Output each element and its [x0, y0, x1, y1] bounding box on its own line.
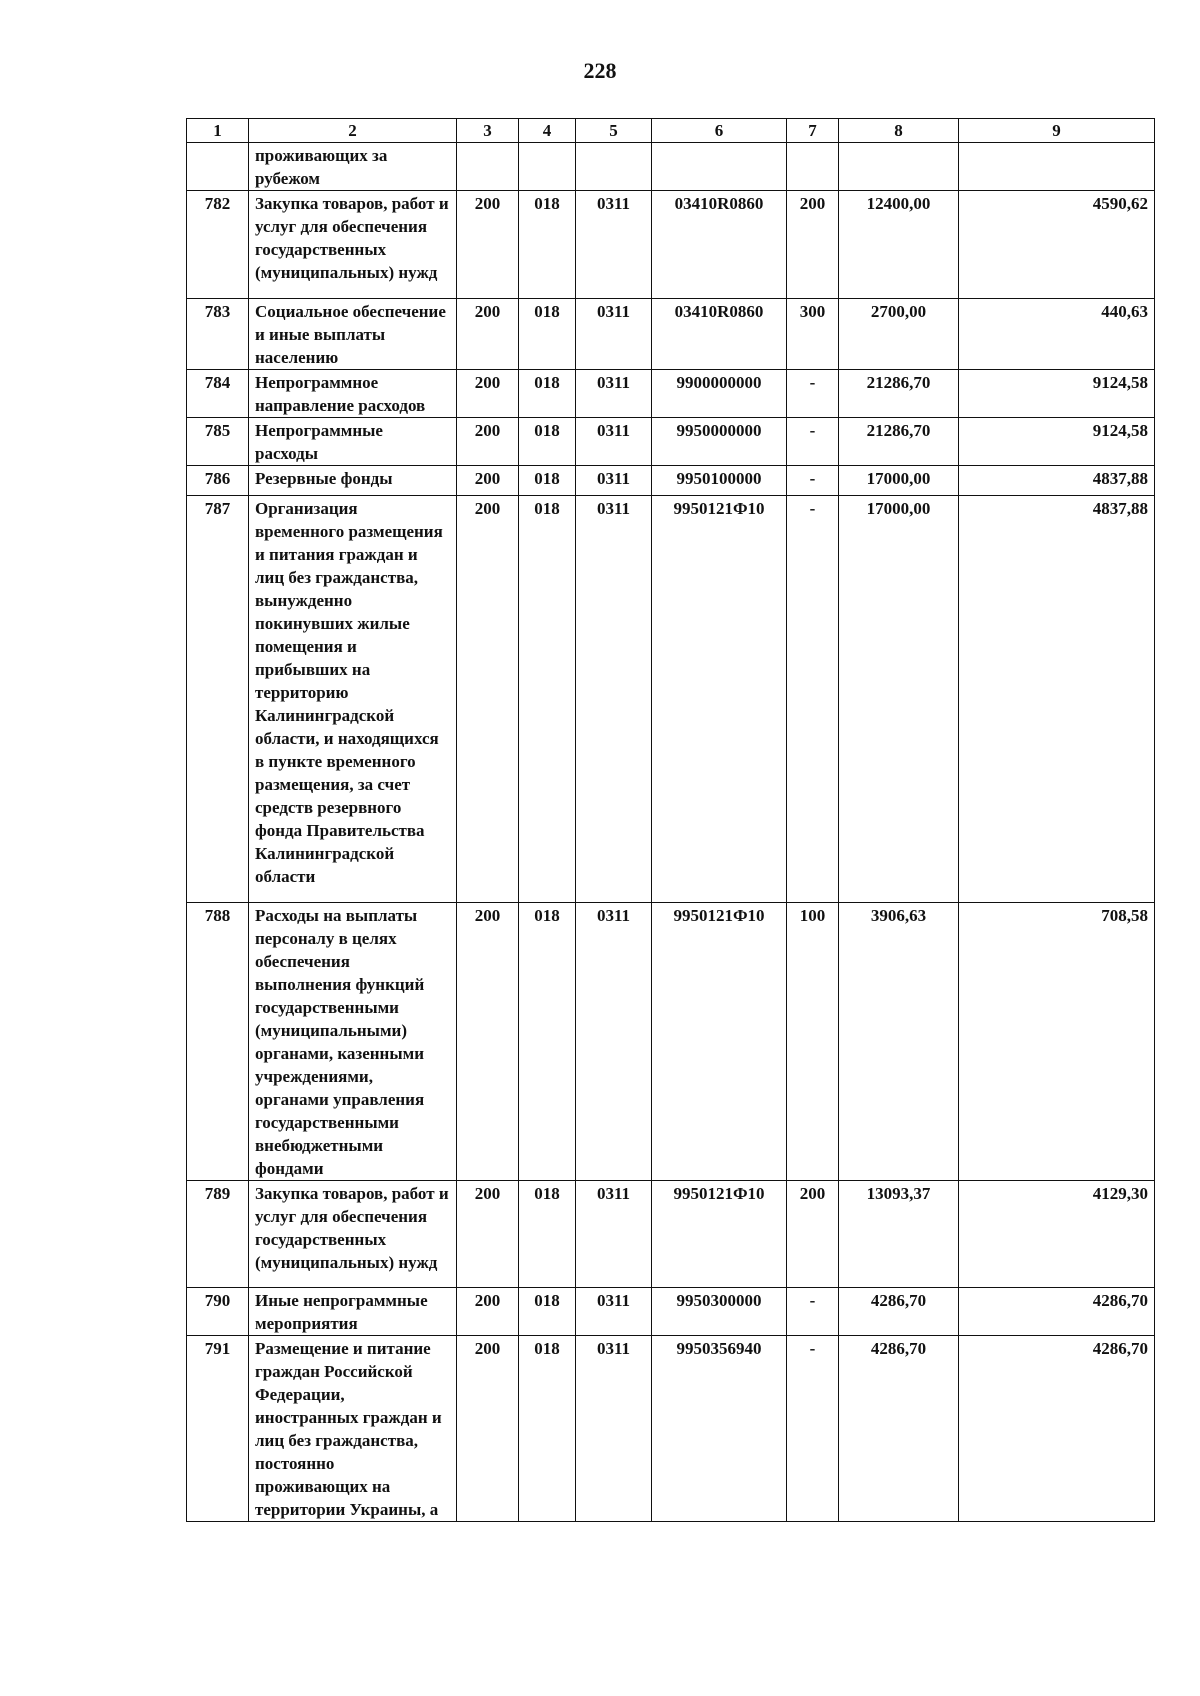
- table-cell-col-2: Социальное обеспечение и иные выплаты населению: [249, 299, 457, 370]
- table-cell-col-4: 018: [519, 191, 576, 299]
- table-cell-col-1: 783: [187, 299, 249, 370]
- table-row: [187, 1336, 1155, 1522]
- table-cell-col-2: Непрограммные расходы: [249, 418, 457, 466]
- table-cell-col-7: 100: [787, 903, 839, 1181]
- table-cell-col-2: Закупка товаров, работ и услуг для обеспечения государственных (муниципальных) нужд: [249, 191, 457, 299]
- table-cell-col-9: 440,63: [959, 299, 1155, 370]
- table-cell-col-8: [839, 143, 959, 191]
- table-cell-col-6: 9950121Ф10: [652, 903, 787, 1181]
- table-row: [187, 1181, 1155, 1288]
- table-cell-col-4: 018: [519, 1181, 576, 1288]
- table-cell-col-3: 200: [457, 370, 519, 418]
- table-cell-col-8: 13093,37: [839, 1181, 959, 1288]
- table-row: [187, 466, 1155, 496]
- table-cell-col-4: 018: [519, 496, 576, 903]
- table-cell-col-9: 4590,62: [959, 191, 1155, 299]
- table-cell-col-2: Расходы на выплаты персоналу в целях обеспечения выполнения функций государственными (муниципальными) органами, казенными учреждениями, органами управления государственными внебюджетными фондами: [249, 903, 457, 1181]
- table-cell-col-3: 200: [457, 1181, 519, 1288]
- table-cell-col-7: 200: [787, 191, 839, 299]
- table-cell-col-4: 018: [519, 903, 576, 1181]
- table-cell-col-8: 17000,00: [839, 466, 959, 496]
- table-cell-col-7: -: [787, 466, 839, 496]
- table-cell-col-4: 018: [519, 370, 576, 418]
- table-cell-col-5: 0311: [576, 418, 652, 466]
- table-cell-col-5: 0311: [576, 1181, 652, 1288]
- table-cell-col-6: 9950300000: [652, 1288, 787, 1336]
- table-cell-col-2: Резервные фонды: [249, 466, 457, 496]
- table-cell-col-3: [457, 143, 519, 191]
- table-cell-col-7: 300: [787, 299, 839, 370]
- table-cell-col-6: 9950121Ф10: [652, 496, 787, 903]
- table-cell-col-7: -: [787, 496, 839, 903]
- table-cell-col-6: [652, 143, 787, 191]
- table-cell-col-2: Иные непрограммные мероприятия: [249, 1288, 457, 1336]
- column-header-4: 4: [519, 119, 576, 143]
- table-row: [187, 418, 1155, 466]
- table-row: [187, 903, 1155, 1181]
- table-cell-col-8: 3906,63: [839, 903, 959, 1181]
- table-cell-col-6: 9900000000: [652, 370, 787, 418]
- table-cell-col-4: 018: [519, 1336, 576, 1522]
- table-cell-col-4: 018: [519, 299, 576, 370]
- table-cell-col-5: 0311: [576, 1288, 652, 1336]
- table-cell-col-3: 200: [457, 466, 519, 496]
- table-cell-col-1: 782: [187, 191, 249, 299]
- table-cell-col-1: 787: [187, 496, 249, 903]
- table-cell-col-9: 4837,88: [959, 466, 1155, 496]
- table-cell-col-6: 9950100000: [652, 466, 787, 496]
- column-header-6: 6: [652, 119, 787, 143]
- table-cell-col-9: 4286,70: [959, 1288, 1155, 1336]
- table-cell-col-9: 4286,70: [959, 1336, 1155, 1522]
- table-cell-col-8: 2700,00: [839, 299, 959, 370]
- table-cell-col-3: 200: [457, 903, 519, 1181]
- table-cell-col-1: [187, 143, 249, 191]
- table-row: [187, 143, 1155, 191]
- table-cell-col-7: -: [787, 1336, 839, 1522]
- table-cell-col-9: 4837,88: [959, 496, 1155, 903]
- budget-table: [186, 118, 1155, 1522]
- table-cell-col-1: 790: [187, 1288, 249, 1336]
- table-cell-col-1: 784: [187, 370, 249, 418]
- table-cell-col-9: [959, 143, 1155, 191]
- table-cell-col-2: проживающих за рубежом: [249, 143, 457, 191]
- column-header-9: 9: [959, 119, 1155, 143]
- table-cell-col-5: 0311: [576, 1336, 652, 1522]
- table-cell-col-3: 200: [457, 1336, 519, 1522]
- table-cell-col-4: 018: [519, 466, 576, 496]
- column-header-1: 1: [187, 119, 249, 143]
- table-cell-col-3: 200: [457, 191, 519, 299]
- table-cell-col-2: Закупка товаров, работ и услуг для обеспечения государственных (муниципальных) нужд: [249, 1181, 457, 1288]
- column-header-2: 2: [249, 119, 457, 143]
- table-cell-col-3: 200: [457, 299, 519, 370]
- table-cell-col-2: Непрограммное направление расходов: [249, 370, 457, 418]
- table-cell-col-8: 21286,70: [839, 370, 959, 418]
- table-cell-col-5: 0311: [576, 903, 652, 1181]
- column-header-7: 7: [787, 119, 839, 143]
- table-cell-col-7: -: [787, 1288, 839, 1336]
- table-cell-col-3: 200: [457, 418, 519, 466]
- table-cell-col-1: 785: [187, 418, 249, 466]
- table-cell-col-5: [576, 143, 652, 191]
- table-cell-col-5: 0311: [576, 370, 652, 418]
- table-cell-col-1: 791: [187, 1336, 249, 1522]
- table-row: [187, 299, 1155, 370]
- table-cell-col-7: [787, 143, 839, 191]
- table-cell-col-6: 03410R0860: [652, 299, 787, 370]
- table-cell-col-4: 018: [519, 1288, 576, 1336]
- table-cell-col-9: 9124,58: [959, 418, 1155, 466]
- table-row: [187, 191, 1155, 299]
- table-cell-col-5: 0311: [576, 299, 652, 370]
- table-cell-col-2: Размещение и питание граждан Российской Федерации, иностранных граждан и лиц без гражданства, постоянно проживающих на территории Украины, а: [249, 1336, 457, 1522]
- table-cell-col-8: 4286,70: [839, 1336, 959, 1522]
- column-header-3: 3: [457, 119, 519, 143]
- table-cell-col-7: 200: [787, 1181, 839, 1288]
- table-cell-col-9: 708,58: [959, 903, 1155, 1181]
- table-cell-col-5: 0311: [576, 191, 652, 299]
- table-cell-col-7: -: [787, 418, 839, 466]
- table-row: [187, 496, 1155, 903]
- table-cell-col-1: 786: [187, 466, 249, 496]
- table-cell-col-1: 789: [187, 1181, 249, 1288]
- table-cell-col-9: 4129,30: [959, 1181, 1155, 1288]
- table-cell-col-3: 200: [457, 496, 519, 903]
- table-body: [187, 143, 1155, 1522]
- table-cell-col-6: 9950000000: [652, 418, 787, 466]
- table-cell-col-1: 788: [187, 903, 249, 1181]
- table-row: [187, 1288, 1155, 1336]
- table-cell-col-9: 9124,58: [959, 370, 1155, 418]
- column-header-5: 5: [576, 119, 652, 143]
- table-cell-col-8: 4286,70: [839, 1288, 959, 1336]
- table-cell-col-2: Организация временного размещения и питания граждан и лиц без гражданства, вынужденно покинувших жилые помещения и прибывших на территорию Калининградской области, и находящихся в пункте временного размещения, за счет средств резервного фонда Правительства Калининградской области: [249, 496, 457, 903]
- page-number: 228: [583, 58, 617, 83]
- table-cell-col-6: 9950121Ф10: [652, 1181, 787, 1288]
- table-cell-col-6: 9950356940: [652, 1336, 787, 1522]
- table-cell-col-4: 018: [519, 418, 576, 466]
- table-cell-col-5: 0311: [576, 466, 652, 496]
- table-cell-col-6: 03410R0860: [652, 191, 787, 299]
- column-header-8: 8: [839, 119, 959, 143]
- table-cell-col-5: 0311: [576, 496, 652, 903]
- table-cell-col-4: [519, 143, 576, 191]
- table-cell-col-8: 12400,00: [839, 191, 959, 299]
- table-cell-col-8: 17000,00: [839, 496, 959, 903]
- table-cell-col-7: -: [787, 370, 839, 418]
- table-row: [187, 370, 1155, 418]
- table-header-row: [187, 119, 1155, 143]
- table-cell-col-8: 21286,70: [839, 418, 959, 466]
- table-cell-col-3: 200: [457, 1288, 519, 1336]
